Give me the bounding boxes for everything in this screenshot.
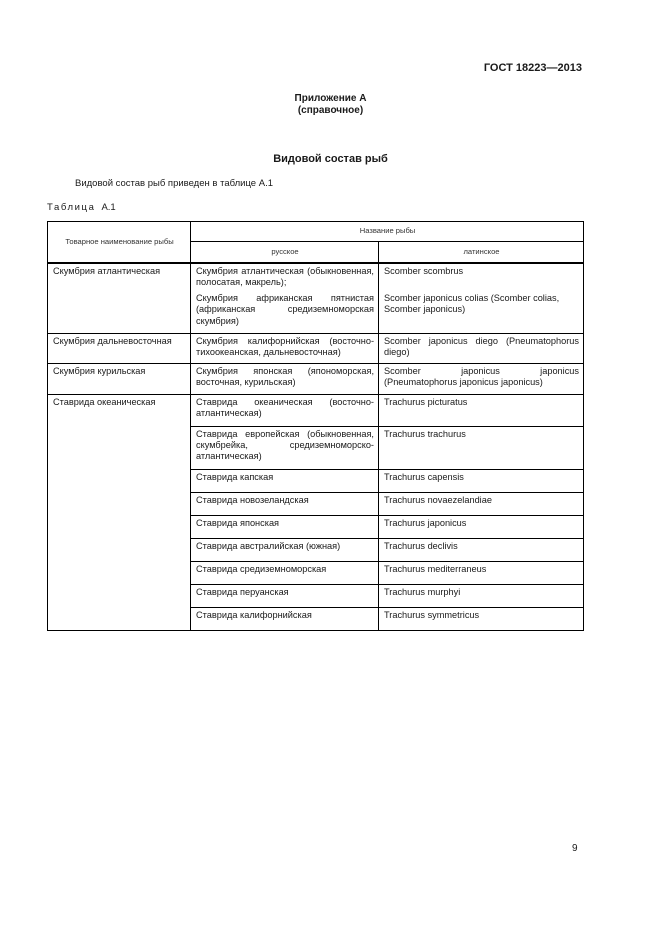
cell-latin: Trachurus picturatus: [379, 394, 584, 426]
cell-latin: Trachurus murphyi: [379, 584, 584, 607]
cell-russian: Скумбрия японская (япономорская, восточная, курильская): [191, 363, 379, 394]
appendix-note: (справочное): [297, 105, 364, 116]
table-caption-number: А.1: [101, 202, 116, 213]
intro-paragraph: Видовой состав рыб приведен в таблице А.1: [75, 178, 273, 189]
table-row: [48, 394, 584, 426]
table-row: [48, 263, 584, 292]
appendix-heading: [0, 93, 661, 117]
header-russian: русское: [191, 242, 379, 263]
page-number: 9: [572, 843, 578, 854]
cell-latin: Trachurus declivis: [379, 538, 584, 561]
cell-trade: Ставрида океаническая: [48, 394, 191, 630]
cell-latin: Trachurus symmetricus: [379, 607, 584, 630]
cell-latin: Trachurus trachurus: [379, 426, 584, 469]
cell-russian: Ставрида средиземноморская: [191, 561, 379, 584]
cell-russian: Ставрида новозеландская: [191, 492, 379, 515]
cell-russian: Ставрида перуанская: [191, 584, 379, 607]
cell-latin: Trachurus capensis: [379, 469, 584, 492]
cell-russian: Скумбрия калифорнийская (восточно-тихоокеанская, дальневосточная): [191, 333, 379, 363]
cell-russian: Скумбрия африканская пятнистая (африканская средиземноморская скумбрия): [191, 291, 379, 333]
cell-latin: Trachurus mediterraneus: [379, 561, 584, 584]
cell-russian: Ставрида европейская (обыкновенная, скумбрейка, средиземноморско-атлантическая): [191, 426, 379, 469]
cell-russian: Ставрида капская: [191, 469, 379, 492]
table-caption-label: Таблица: [47, 202, 96, 213]
cell-latin: Trachurus novaezelandiae: [379, 492, 584, 515]
header-trade-name: Товарное наименование рыбы: [48, 222, 191, 263]
table-row: [48, 333, 584, 363]
cell-latin: Scomber scombrus: [379, 263, 584, 292]
cell-trade: Скумбрия атлантическая: [48, 263, 191, 334]
document-id: ГОСТ 18223—2013: [483, 62, 582, 74]
cell-latin: Scomber japonicus colias (Scomber colias, Scomber japonicus): [379, 291, 584, 333]
cell-trade: Скумбрия дальневосточная: [48, 333, 191, 363]
cell-latin: Scomber japonicus diego (Pneumatophorus diego): [379, 333, 584, 363]
cell-russian: Ставрида австралийская (южная): [191, 538, 379, 561]
cell-russian: Ставрида японская: [191, 515, 379, 538]
cell-trade: Скумбрия курильская: [48, 363, 191, 394]
cell-russian: Ставрида калифорнийская: [191, 607, 379, 630]
cell-russian: Скумбрия атлантическая (обыкновенная, полосатая, макрель);: [191, 263, 379, 292]
species-table: [47, 221, 584, 631]
header-fish-name: Название рыбы: [191, 222, 584, 242]
section-title: Видовой состав рыб: [273, 153, 388, 165]
cell-latin: Trachurus japonicus: [379, 515, 584, 538]
cell-russian: Ставрида океаническая (восточно-атлантическая): [191, 394, 379, 426]
cell-latin: Scomber japonicus japonicus (Pneumatophorus japonicus japonicus): [379, 363, 584, 394]
header-latin: латинское: [379, 242, 584, 263]
table-caption: [47, 202, 116, 213]
appendix-title: Приложение А: [294, 93, 367, 104]
table-row: [48, 363, 584, 394]
